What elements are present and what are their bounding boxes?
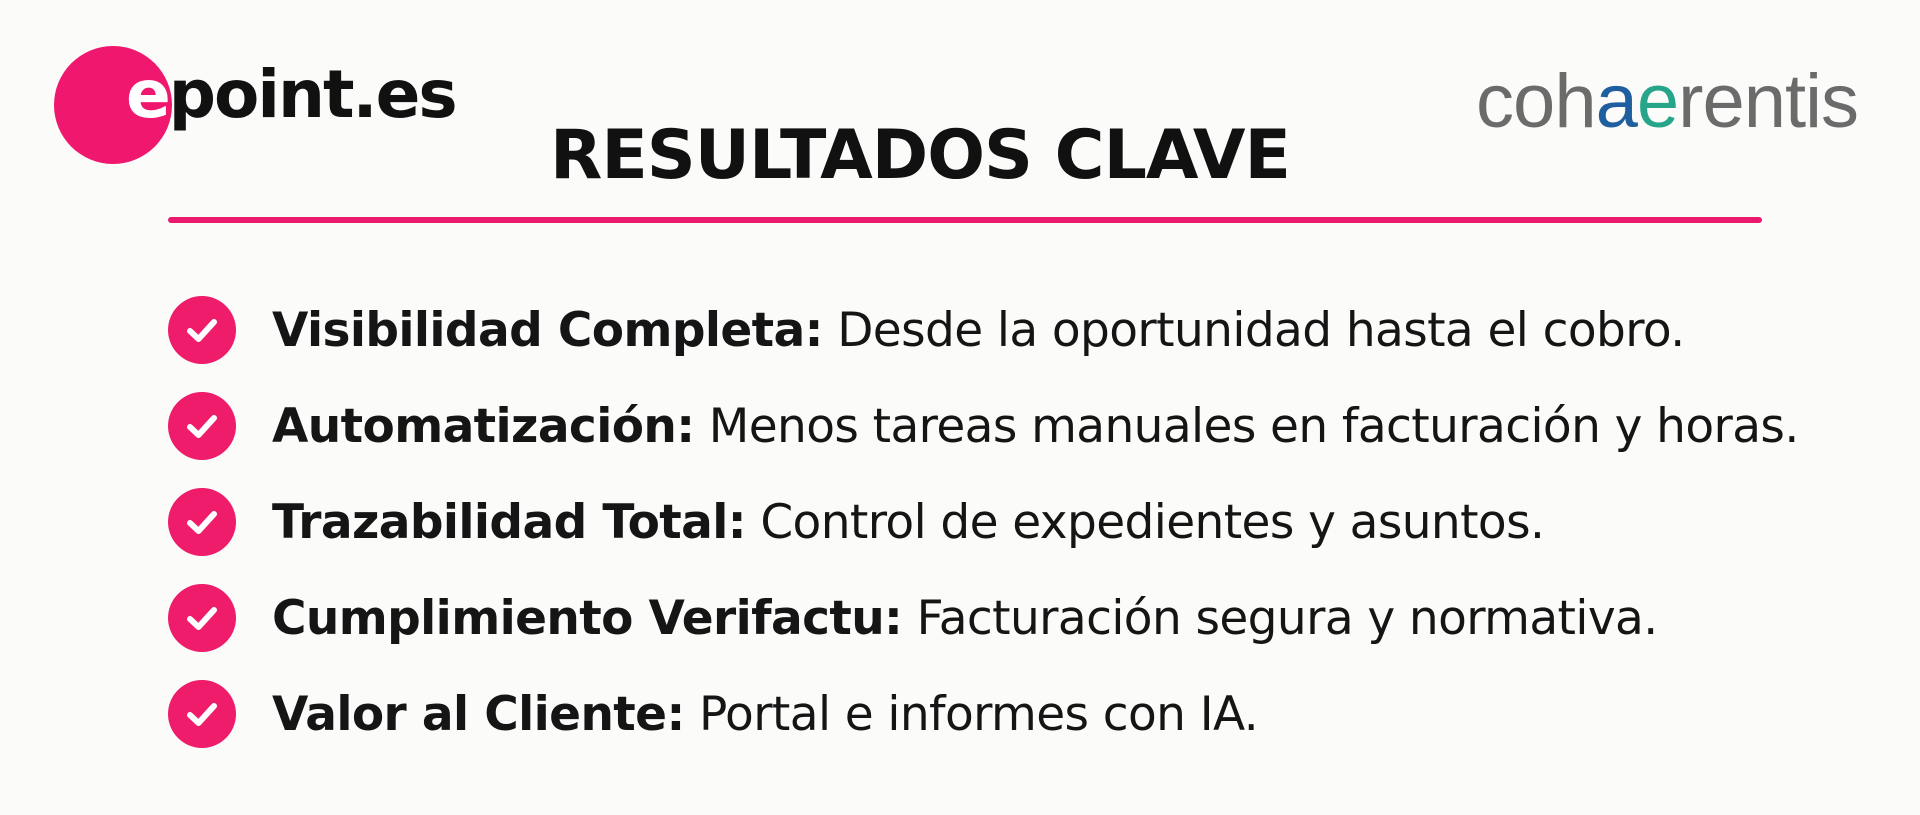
list-item [168,570,1818,666]
list-item [168,282,1818,378]
list-item-body: Menos tareas manuales en facturación y horas. [694,398,1799,454]
list-item-body: Facturación segura y normativa. [902,590,1658,646]
title-divider [168,217,1762,223]
list-item [168,474,1818,570]
list-item-lead: Cumplimiento Verifactu: [272,590,903,646]
check-circle-icon [168,392,236,460]
list-item-lead: Valor al Cliente: [272,686,685,742]
results-list [168,282,1818,762]
list-item-text [272,591,1658,646]
list-item-lead: Trazabilidad Total: [272,494,746,550]
list-item-text [272,303,1685,358]
list-item-body: Desde la oportunidad hasta el cobro. [822,302,1685,358]
list-item-text [272,399,1799,454]
list-item-lead: Visibilidad Completa: [272,302,823,358]
list-item [168,666,1818,762]
list-item-text [272,687,1258,742]
list-item-text [272,495,1544,550]
cohaerentis-logo: cohaerentis [1476,59,1858,144]
list-item [168,378,1818,474]
list-item-body: Portal e informes con IA. [684,686,1259,742]
check-circle-icon [168,296,236,364]
check-circle-icon [168,584,236,652]
list-item-body: Control de expedientes y asuntos. [746,494,1545,550]
check-circle-icon [168,488,236,556]
list-item-lead: Automatización: [272,398,695,454]
check-circle-icon [168,680,236,748]
epoint-logo-text: epoint.es [126,56,456,133]
page-title: RESULTADOS CLAVE [549,116,1291,195]
